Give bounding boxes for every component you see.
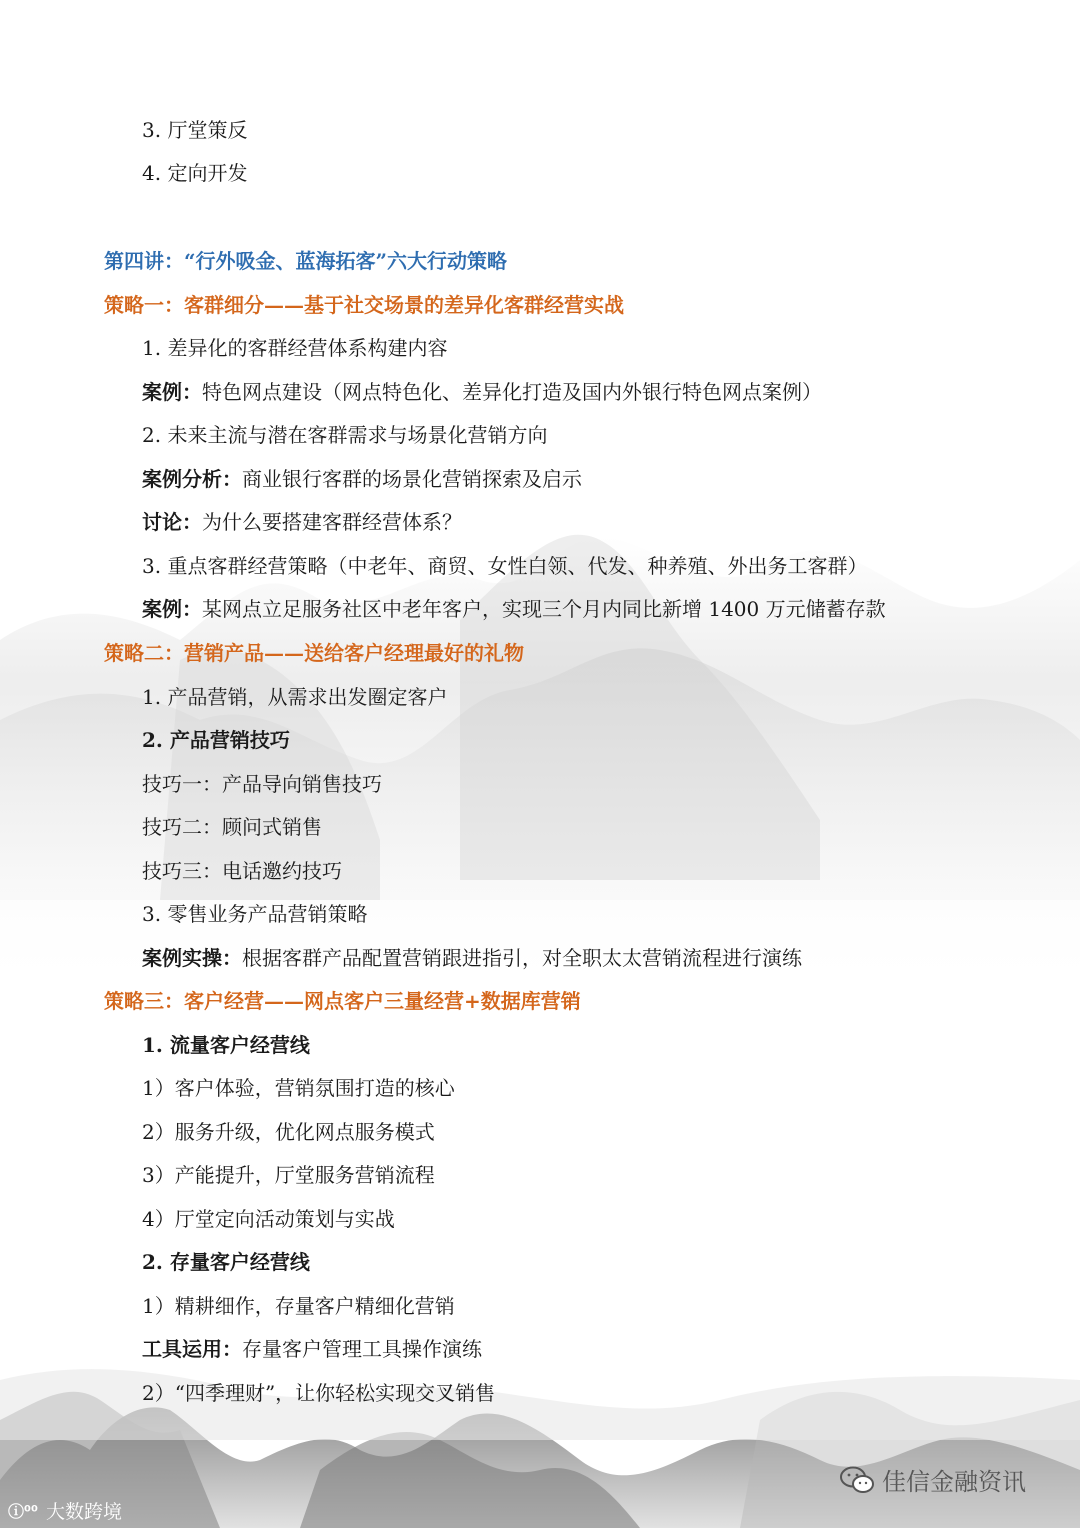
case-line: 案例分析：商业银行客群的场景化营销探索及启示 <box>142 467 582 491</box>
list-item: 技巧一：产品导向销售技巧 <box>142 772 382 796</box>
case-line: 案例：特色网点建设（网点特色化、差异化打造及国内外银行特色网点案例） <box>142 380 822 404</box>
tool-line: 工具运用：存量客户管理工具操作演练 <box>142 1337 482 1361</box>
section-heading: 第四讲：“行外吸金、蓝海拓客”六大行动策略 <box>104 249 508 273</box>
list-item: 2）“四季理财”，让你轻松实现交叉销售 <box>142 1381 496 1405</box>
list-item: 3. 重点客群经营策略（中老年、商贸、女性白领、代发、种养殖、外出务工客群） <box>142 554 868 578</box>
list-item: 3. 零售业务产品营销策略 <box>142 902 368 926</box>
case-label: 案例： <box>142 380 202 404</box>
logo-text: 大数跨境 <box>46 1501 123 1523</box>
list-item: 2. 未来主流与潜在客群需求与场景化营销方向 <box>142 423 548 447</box>
brand-watermark <box>840 1462 1026 1497</box>
list-item: 2. 存量客户经营线 <box>142 1250 310 1274</box>
watermark-logo <box>8 1497 122 1524</box>
case-label: 案例： <box>142 597 202 621</box>
wechat-icon <box>840 1466 874 1494</box>
strategy-heading: 策略二：营销产品——送给客户经理最好的礼物 <box>104 641 524 665</box>
list-item: 1）客户体验，营销氛围打造的核心 <box>142 1076 455 1100</box>
list-item: 3）产能提升，厅堂服务营销流程 <box>142 1163 435 1187</box>
list-item: 技巧三：电话邀约技巧 <box>142 859 342 883</box>
strategy-heading: 策略一：客群细分——基于社交场景的差异化客群经营实战 <box>104 293 624 317</box>
list-item: 1. 差异化的客群经营体系构建内容 <box>142 336 448 360</box>
list-item: 2）服务升级，优化网点服务模式 <box>142 1120 435 1144</box>
list-item: 1. 流量客户经营线 <box>142 1033 310 1057</box>
list-item: 4. 定向开发 <box>142 161 248 185</box>
list-item: 1. 产品营销，从需求出发圈定客户 <box>142 685 448 709</box>
strategy-heading: 策略三：客户经营——网点客户三量经营+数据库营销 <box>104 989 581 1013</box>
list-item: 3. 厅堂策反 <box>142 118 248 142</box>
list-item: 1）精耕细作，存量客户精细化营销 <box>142 1294 455 1318</box>
list-item: 2. 产品营销技巧 <box>142 728 290 752</box>
discussion-label: 讨论： <box>142 510 202 534</box>
case-line: 案例：某网点立足服务社区中老年客户，实现三个月内同比新增 1400 万元储蓄存款 <box>142 597 886 621</box>
logo-mark: ⓘ⁰⁰ <box>8 1502 39 1521</box>
case-label: 案例分析： <box>142 467 242 491</box>
list-item: 4）厅堂定向活动策划与实战 <box>142 1207 395 1231</box>
brand-text: 佳信金融资讯 <box>882 1468 1026 1496</box>
case-label: 案例实操： <box>142 946 242 970</box>
discussion-line: 讨论：为什么要搭建客群经营体系？ <box>142 510 462 534</box>
list-item: 技巧二：顾问式销售 <box>142 815 322 839</box>
case-line: 案例实操：根据客群产品配置营销跟进指引，对全职太太营销流程进行演练 <box>142 946 802 970</box>
tool-label: 工具运用： <box>142 1337 242 1361</box>
